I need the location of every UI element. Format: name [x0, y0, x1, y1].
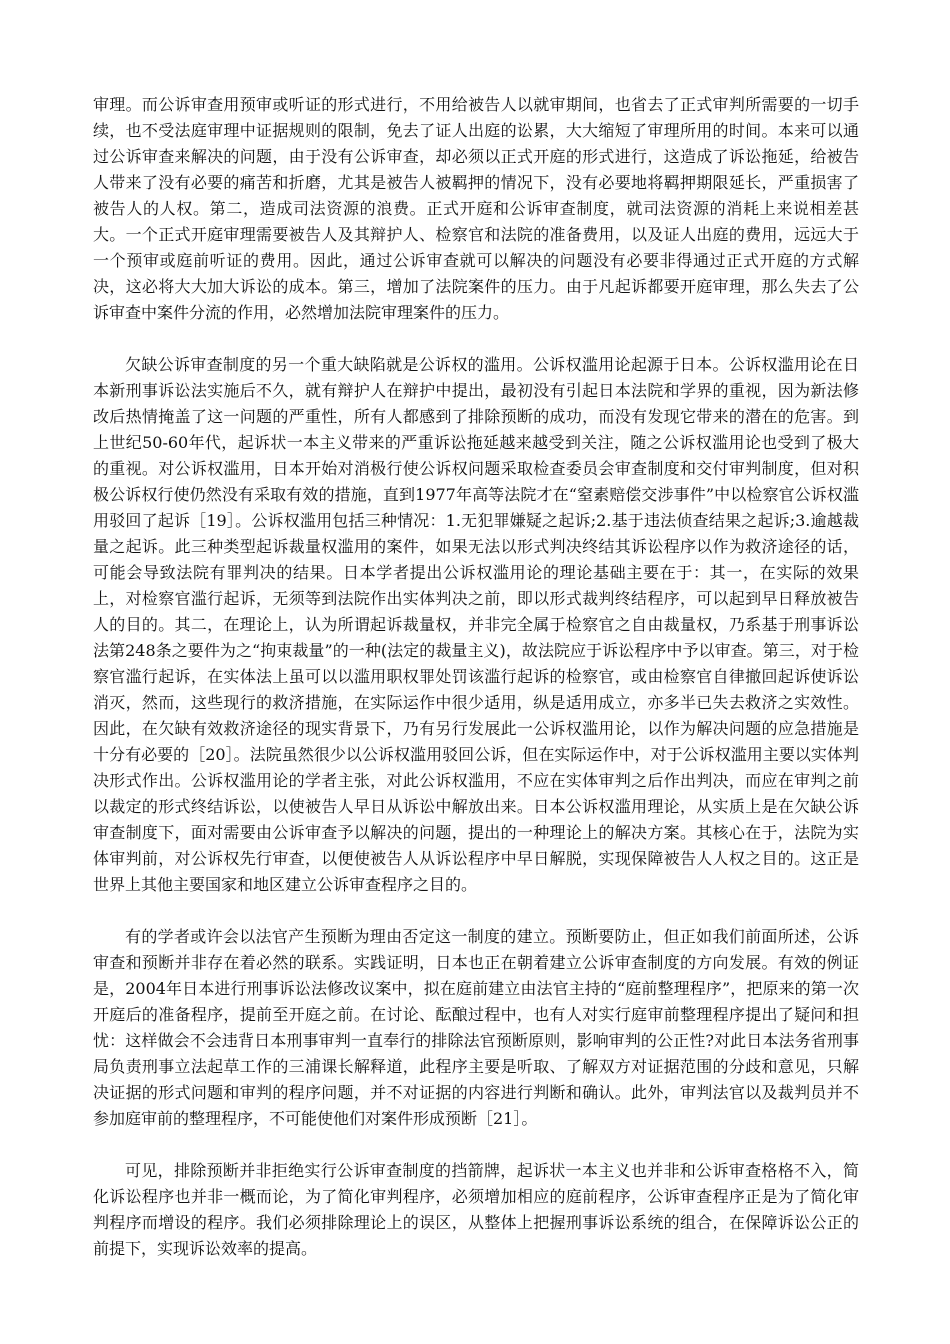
- document-body: [93, 92, 859, 1262]
- paragraph-continuation: 审理。而公诉审查用预审或听证的形式进行，不用给被告人以就审期间，也省去了正式审判所需要的一切手续，也不受法庭审理中证据规则的限制，免去了证人出庭的讼累，大大缩短了审理所用的时间。本来可以通过公诉审查来解决的问题，由于没有公诉审查，却必须以正式开庭的形式进行，这造成了诉讼拖延，给被告人带来了没有必要的痛苦和折磨，尤其是被告人被羁押的情况下，没有必要地将羁押期限延长，严重损害了被告人的人权。第二，造成司法资源的浪费。正式开庭和公诉审查制度，就司法资源的消耗上来说相差甚大。一个正式开庭审理需要被告人及其辩护人、检察官和法院的准备费用，以及证人出庭的费用，远远大于一个预审或庭前听证的费用。因此，通过公诉审查就可以解决的问题没有必要非得通过正式开庭的方式解决，这必将大大加大诉讼的成本。第三，增加了法院案件的压力。由于凡起诉都要开庭审理，那么失去了公诉审查中案件分流的作用，必然增加法院审理案件的压力。: [93, 95, 859, 322]
- paragraph-prosecution-abuse: 欠缺公诉审查制度的另一个重大缺陷就是公诉权的滥用。公诉权滥用论起源于日本。公诉权滥用论在日本新刑事诉讼法实施后不久，就有辩护人在辩护中提出，最初没有引起日本法院和学界的重视，因为新法修改后热情掩盖了这一问题的严重性，所有人都感到了排除预断的成功，而没有发现它带来的潜在的危害。到上世纪50-60年代，起诉状一本主义带来的严重诉讼拖延越来越受到关注，随之公诉权滥用论也受到了极大的重视。对公诉权滥用，日本开始对消极行使公诉权问题采取检查委员会审查制度和交付审判制度，但对积极公诉权行使仍然没有采取有效的措施，直到1977年高等法院才在“窒素赔偿交涉事件”中以检察官公诉权滥用驳回了起诉［19］。公诉权滥用包括三种情况：1.无犯罪嫌疑之起诉;2.基于违法侦查结果之起诉;3.逾越裁量之起诉。此三种类型起诉裁量权滥用的案件，如果无法以形式判决终结其诉讼程序以作为救济途径的话，可能会导致法院有罪判决的结果。日本学者提出公诉权滥用论的理论基础主要在于：其一，在实际的效果上，对检察官滥行起诉，无须等到法院作出实体判决之前，即以形式裁判终结程序，可以起到早日释放被告人的目的。其二，在理论上，认为所谓起诉裁量权，并非完全属于检察官之自由裁量权，乃系基于刑事诉讼法第248条之要件为之“拘束裁量”的一种(法定的裁量主义)，故法院应于诉讼程序中予以审查。第三，对于检察官滥行起诉，在实体法上虽可以以滥用职权罪处罚该滥行起诉的检察官，或由检察官自律撤回起诉使诉讼消灭，然而，这些现行的救济措施，在实际运作中很少适用，纵是适用成立，亦多半已失去救济之实效性。因此，在欠缺有效救济途径的现实背景下，乃有另行发展此一公诉权滥用论，以作为解决问题的应急措施是十分有必要的［20］。法院虽然很少以公诉权滥用驳回公诉，但在实际运作中，对于公诉权滥用主要以实体判决形式作出。公诉权滥用论的学者主张，对此公诉权滥用，不应在实体审判之后作出判决，而应在审判之前以裁定的形式终结诉讼，以使被告人早日从诉讼中解放出来。日本公诉权滥用理论，从实质上是在欠缺公诉审查制度下，面对需要由公诉审查予以解决的问题，提出的一种理论上的解决方案。其核心在于，法院为实体审判前，对公诉权先行审查，以便使被告人从诉讼程序中早日解脱，实现保障被告人人权之目的。这正是世界上其他主要国家和地区建立公诉审查程序之目的。: [93, 355, 859, 894]
- paragraph-prejudgment: 有的学者或许会以法官产生预断为理由否定这一制度的建立。预断要防止，但正如我们前面所述，公诉审查和预断并非存在着必然的联系。实践证明，日本也正在朝着建立公诉审查制度的方向发展。有效的例证是，2004年日本进行刑事诉讼法修改议案中，拟在庭前建立由法官主持的“庭前整理程序”，把原来的第一次开庭后的准备程序，提前至开庭之前。在讨论、酝酿过程中，也有人对实行庭审前整理程序提出了疑问和担忧：这样做会不会违背日本刑事审判一直奉行的排除法官预断原则，影响审判的公正性?对此日本法务省刑事局负责刑事立法起草工作的三浦课长解释道，此程序主要是听取、了解双方对证据范围的分歧和意见，只解决证据的形式问题和审判的程序问题，并不对证据的内容进行判断和确认。此外，审判法官以及裁判员并不参加庭审前的整理程序，不可能使他们对案件形成预断［21］。: [93, 927, 859, 1128]
- paragraph-conclusion: 可见，排除预断并非拒绝实行公诉审查制度的挡箭牌，起诉状一本主义也并非和公诉审查格格不入，简化诉讼程序也并非一概而论，为了简化审判程序，必须增加相应的庭前程序，公诉审查程序正是为了简化审判程序而增设的程序。我们必须排除理论上的误区，从整体上把握刑事诉讼系统的组合，在保障诉讼公正的前提下，实现诉讼效率的提高。: [93, 1161, 859, 1258]
